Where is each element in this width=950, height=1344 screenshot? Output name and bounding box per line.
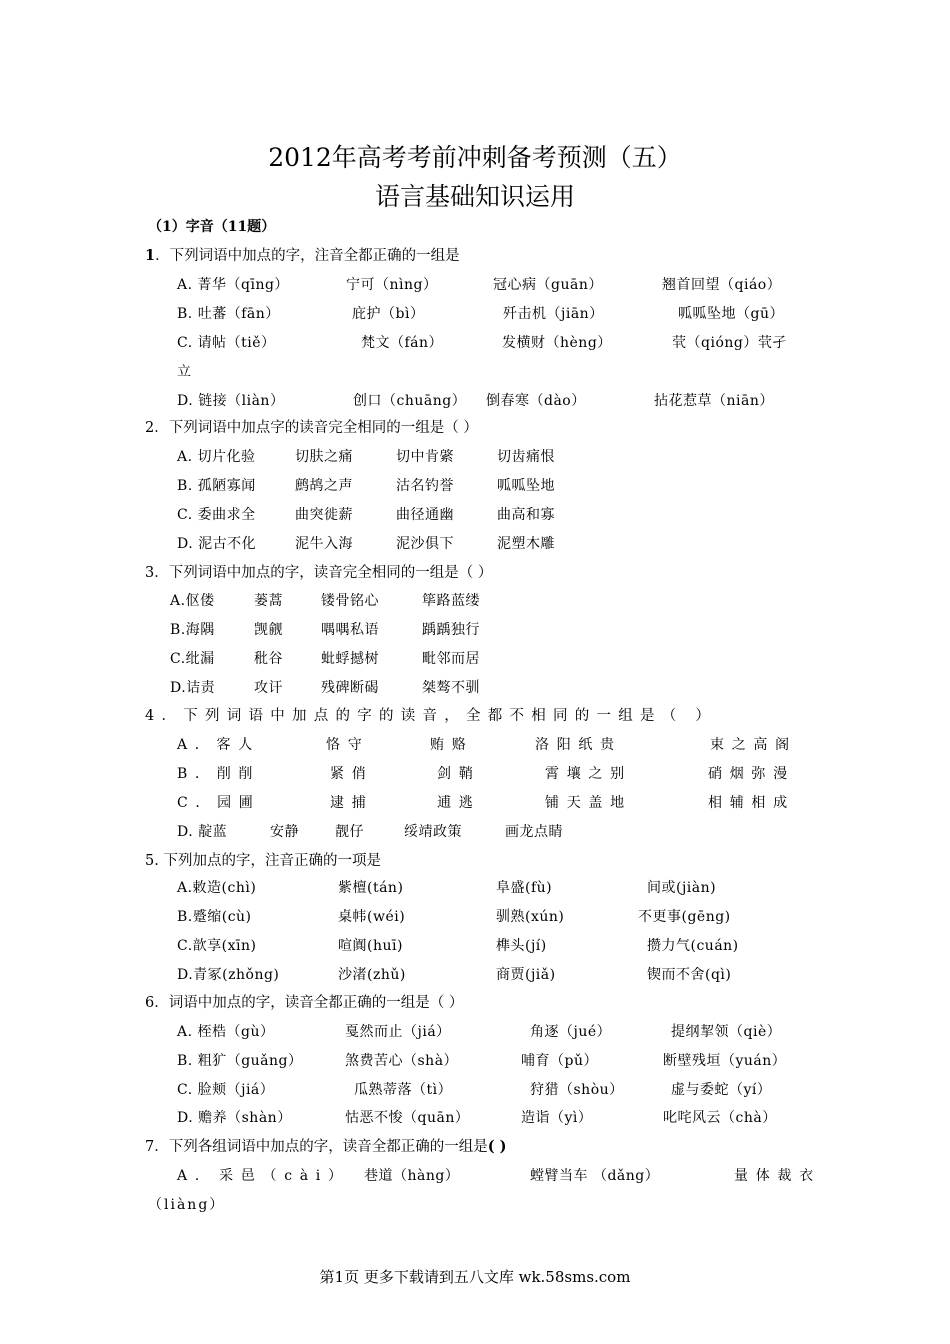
question-4-stem: 4．下列词语中加点的字的读音，全都不相同的一组是（ ） bbox=[145, 708, 718, 724]
q4-option-d-2: 安静 bbox=[270, 824, 299, 840]
q6-option-b-1: B. 粗犷（guǎng） bbox=[177, 1053, 303, 1069]
q1-option-c-1: C. 请帖（tiě） bbox=[177, 335, 276, 351]
q1-option-a-3: 冠心病（guān） bbox=[493, 277, 603, 293]
q5-option-d-4: 锲而不舍(qì) bbox=[647, 967, 732, 983]
q5-option-d-1: D.青冢(zhǒng) bbox=[177, 967, 280, 983]
q2-option-d-4: 泥塑木雕 bbox=[497, 536, 555, 552]
q4-option-c-5: 相辅相成 bbox=[708, 795, 795, 811]
q7-option-a-3: 螳臂当车 （dǎng） bbox=[530, 1168, 660, 1184]
q1-option-a-2: 宁可（nìng） bbox=[346, 277, 438, 293]
q6-option-c-3: 狩猎（shòu） bbox=[530, 1082, 624, 1098]
q2-option-d-1: D. 泥古不化 bbox=[177, 536, 257, 552]
q3-option-d-2: 攻讦 bbox=[254, 680, 283, 696]
q2-option-b-1: B. 孤陋寡闻 bbox=[177, 478, 256, 494]
q6-option-d-4: 叱咤风云（chà） bbox=[663, 1110, 777, 1126]
q5-option-a-4: 间或(jiàn) bbox=[647, 880, 717, 896]
q5-option-c-1: C.歆享(xīn) bbox=[177, 938, 257, 954]
q5-option-a-3: 阜盛(fù) bbox=[496, 880, 553, 896]
q5-option-b-3: 驯熟(xún) bbox=[496, 909, 565, 925]
q4-option-c-2: 逮捕 bbox=[330, 795, 374, 811]
q3-option-c-2: 秕谷 bbox=[254, 651, 283, 667]
q7-answer-paren: ( ) bbox=[487, 1138, 507, 1155]
q3-option-b-2: 觊觎 bbox=[254, 622, 283, 638]
q6-option-d-2: 怙恶不悛（quān） bbox=[345, 1110, 470, 1126]
q4-option-b-4: 霄壤之别 bbox=[545, 766, 632, 782]
q6-option-b-3: 哺育（pǔ） bbox=[521, 1053, 598, 1069]
q2-option-d-2: 泥牛入海 bbox=[295, 536, 353, 552]
q4-option-a-5: 束之高阁 bbox=[710, 737, 797, 753]
q4-option-c-1: C．园圃 bbox=[177, 795, 261, 811]
q5-option-a-2: 紫檀(tán) bbox=[338, 880, 404, 896]
q4-option-b-2: 紧俏 bbox=[330, 766, 374, 782]
q4-option-b-5: 硝烟弥漫 bbox=[708, 766, 795, 782]
q7-option-a-1: A. 采邑（cài） bbox=[177, 1168, 350, 1184]
q4-option-a-1: A．客人 bbox=[177, 737, 260, 753]
q6-option-c-2: 瓜熟蒂落（tì） bbox=[354, 1082, 453, 1098]
q5-option-d-3: 商贾(jiǎ) bbox=[496, 967, 556, 983]
q3-option-a-1: A.伛偻 bbox=[170, 593, 215, 609]
q4-option-c-3: 逋逃 bbox=[437, 795, 481, 811]
q1-option-c-2: 梵文（fán） bbox=[361, 335, 444, 351]
q5-option-b-2: 桌帏(wéi) bbox=[338, 909, 406, 925]
page-subtitle: 语言基础知识运用 bbox=[374, 182, 575, 211]
q4-option-a-2: 恪守 bbox=[326, 737, 370, 753]
q3-option-a-2: 蒌蒿 bbox=[254, 593, 283, 609]
q4-option-a-3: 贿赂 bbox=[430, 737, 474, 753]
q2-option-b-2: 鹧鸪之声 bbox=[295, 478, 353, 494]
q6-option-b-2: 煞费苦心（shà） bbox=[345, 1053, 459, 1069]
q1-option-a-4: 翘首回望（qiáo） bbox=[662, 277, 782, 293]
q2-option-d-3: 泥沙俱下 bbox=[396, 536, 454, 552]
q3-option-d-3: 残碑断碣 bbox=[321, 680, 379, 696]
q5-option-b-4: 不更事(gēng) bbox=[638, 909, 731, 925]
q1-option-a-1: A. 菁华（qīng） bbox=[177, 277, 289, 293]
q2-option-a-2: 切肤之痛 bbox=[295, 449, 353, 465]
q6-option-a-4: 提纲挈领（qiè） bbox=[671, 1024, 782, 1040]
q2-option-c-1: C. 委曲求全 bbox=[177, 507, 256, 523]
q5-option-d-2: 沙渚(zhǔ) bbox=[338, 967, 406, 983]
q1-option-d-2: 创口（chuāng） bbox=[353, 393, 467, 409]
page-title: 2012年高考考前冲刺备考预测（五） bbox=[268, 143, 682, 172]
q3-option-a-4: 筚路蓝缕 bbox=[422, 593, 480, 609]
section-heading: （1）字音（11题） bbox=[148, 219, 276, 235]
q6-option-d-1: D. 赡养（shàn） bbox=[177, 1110, 292, 1126]
q6-option-d-3: 造诣（yì） bbox=[521, 1110, 593, 1126]
q6-option-a-3: 角逐（jué） bbox=[530, 1024, 612, 1040]
q4-option-d-1: D. 靛蓝 bbox=[177, 824, 228, 840]
q4-option-d-3: 靓仔 bbox=[335, 824, 364, 840]
q1-option-c-continuation: 立 bbox=[177, 364, 192, 380]
q2-option-c-2: 曲突徙薪 bbox=[295, 507, 353, 523]
q6-option-a-1: A. 桎梏（gù） bbox=[177, 1024, 275, 1040]
page-footer: 第1页 更多下载请到五八文库 wk.58sms.com bbox=[319, 1268, 631, 1286]
q3-option-c-4: 毗邻而居 bbox=[422, 651, 480, 667]
q2-option-a-1: A. 切片化验 bbox=[177, 449, 256, 465]
q1-option-d-3: 倒春寒（dào） bbox=[486, 393, 586, 409]
q5-option-c-2: 喧阗(huī) bbox=[338, 938, 403, 954]
q2-option-c-3: 曲径通幽 bbox=[396, 507, 454, 523]
q1-option-d-1: D. 链接（liàn） bbox=[177, 393, 285, 409]
q6-option-c-1: C. 脸颊（jiá） bbox=[177, 1082, 275, 1098]
q1-option-d-4: 拈花惹草（niān） bbox=[654, 393, 774, 409]
q3-option-d-1: D.诘责 bbox=[170, 680, 216, 696]
q4-option-b-3: 剑鞘 bbox=[437, 766, 481, 782]
q3-option-c-1: C.纰漏 bbox=[170, 651, 215, 667]
q7-option-a-4: 量体裁衣 bbox=[734, 1168, 821, 1184]
q5-option-a-1: A.敕造(chì) bbox=[177, 880, 257, 896]
q2-option-a-3: 切中肯綮 bbox=[396, 449, 454, 465]
q5-option-b-1: B.蹙缩(cù) bbox=[177, 909, 252, 925]
q4-option-b-1: B．削削 bbox=[177, 766, 261, 782]
q2-option-c-4: 曲高和寡 bbox=[497, 507, 555, 523]
q4-option-d-5: 画龙点睛 bbox=[505, 824, 563, 840]
q1-option-b-2: 庇护（bì） bbox=[352, 306, 425, 322]
q7-option-a-continuation: （liàng） bbox=[148, 1197, 226, 1213]
question-2-stem: 2．下列词语中加点字的读音完全相同的一组是（ ） bbox=[145, 420, 478, 436]
q1-option-c-3: 发横财（hèng） bbox=[502, 335, 612, 351]
q5-option-c-3: 榫头(jí) bbox=[496, 938, 547, 954]
q6-option-a-2: 戛然而止（jiá） bbox=[345, 1024, 451, 1040]
q2-option-b-4: 呱呱坠地 bbox=[497, 478, 555, 494]
q3-option-b-3: 喁喁私语 bbox=[321, 622, 379, 638]
q3-option-d-4: 桀骜不驯 bbox=[422, 680, 480, 696]
q1-option-b-3: 歼击机（jiān） bbox=[503, 306, 604, 322]
q2-option-b-3: 沽名钓誉 bbox=[396, 478, 454, 494]
q3-option-a-3: 镂骨铭心 bbox=[321, 593, 379, 609]
q1-option-b-1: B. 吐蕃（fān） bbox=[177, 306, 280, 322]
question-1-stem: 1．下列词语中加点的字，注音全都正确的一组是 bbox=[145, 247, 460, 264]
q3-option-c-3: 蚍蜉撼树 bbox=[321, 651, 379, 667]
q3-option-b-1: B.海隅 bbox=[170, 622, 215, 638]
q6-option-c-4: 虚与委蛇（yí） bbox=[671, 1082, 772, 1098]
q4-option-a-4: 洛阳纸贵 bbox=[535, 737, 622, 753]
q1-option-c-4: 茕（qióng）茕孑 bbox=[672, 335, 787, 351]
q3-option-b-4: 踽踽独行 bbox=[422, 622, 480, 638]
q6-option-b-4: 断壁残垣（yuán） bbox=[663, 1053, 787, 1069]
question-5-stem: 5. 下列加点的字，注音正确的一项是 bbox=[145, 853, 381, 869]
q1-option-b-4: 呱呱坠地（gū） bbox=[678, 306, 784, 322]
question-7-stem: 7．下列各组词语中加点的字，读音全都正确的一组是( ) bbox=[145, 1138, 507, 1155]
q7-option-a-2: 巷道（hàng） bbox=[364, 1168, 460, 1184]
question-6-stem: 6．词语中加点的字，读音全都正确的一组是（ ） bbox=[145, 995, 464, 1011]
q4-option-d-4: 绥靖政策 bbox=[404, 824, 462, 840]
q2-option-a-4: 切齿痛恨 bbox=[497, 449, 555, 465]
question-3-stem: 3．下列词语中加点的字，读音完全相同的一组是（ ） bbox=[145, 565, 493, 581]
q4-option-c-4: 铺天盖地 bbox=[545, 795, 632, 811]
q5-option-c-4: 攒力气(cuán) bbox=[647, 938, 739, 954]
